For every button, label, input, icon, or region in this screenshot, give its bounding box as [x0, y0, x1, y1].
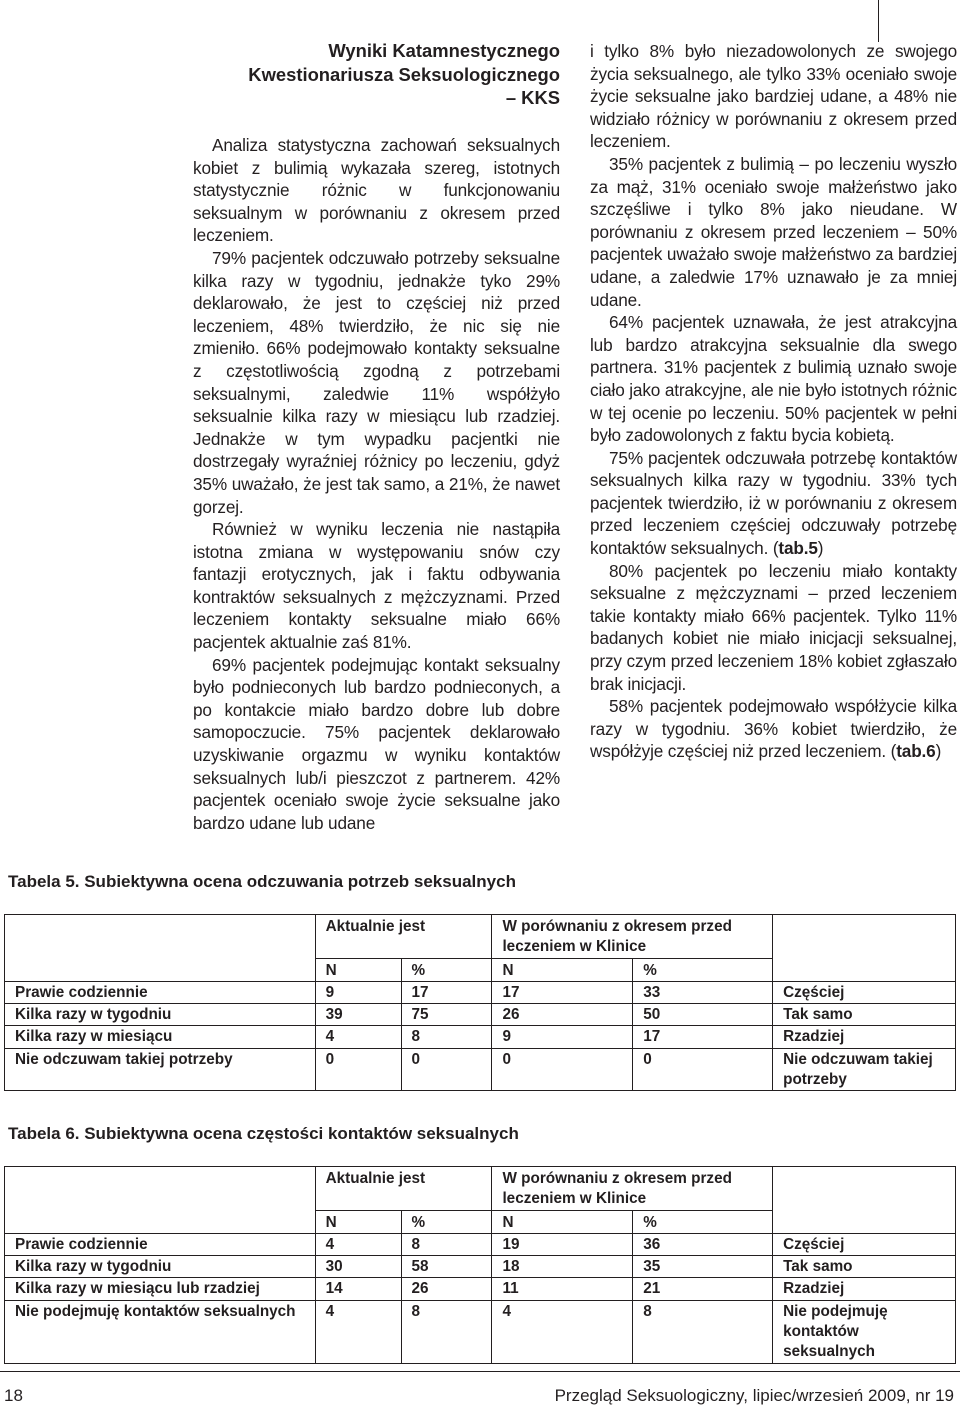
header-rule [878, 0, 879, 42]
left-text-column [193, 134, 560, 834]
table-cell: 17 [492, 981, 633, 1003]
table-subheader: N [315, 958, 401, 981]
table-header-empty [5, 1167, 316, 1234]
paragraph: 64% pacjentek uznawała, że jest atrakcyjna lub bardzo atrakcyjna seksualnie dla swego partnera. 31% pacjentek z bulimią uznało swoje ciało jako atrakcyjne, ale nie było istotnych różnic w tej ocenie po leczeniu. 50% pacjentek w pełni było zadowolonych z faktu bycia kobietą. [590, 312, 957, 446]
table-row [5, 1256, 956, 1278]
heading-line-3: – KKS [505, 87, 560, 109]
paren-close: ) [935, 741, 942, 762]
table-header-comparison: W porównaniu z okresem przed leczeniem w Klinice [492, 1167, 773, 1211]
table-cell: Rzadziej [773, 1026, 956, 1048]
table-cell: 21 [633, 1278, 773, 1300]
table-6-caption: Tabela 6. Subiektywna ocena częstości kontaktów seksualnych [8, 1124, 519, 1143]
paragraph: 35% pacjentek z bulimią – po leczeniu wyszło za mąż, 31% oceniało swoje małżeństwo jako szczęśliwe i tylko 8% jako nieudane. W porównaniu z okresem przed leczeniem – 50% pacjentek uważało swoje małżeństwo za bardziej udane, a zaledwie 17% uznawało je za mniej udane. [590, 153, 957, 310]
table-cell: 4 [315, 1300, 401, 1363]
table-cell: 8 [401, 1300, 492, 1363]
table-cell: 75 [401, 1004, 492, 1026]
table-row [5, 1300, 956, 1363]
table-cell: Kilka razy w tygodniu [5, 1004, 316, 1026]
table-subheader: % [401, 1210, 492, 1233]
section-heading [193, 39, 560, 110]
table-header-empty [5, 915, 316, 982]
table-cell: Prawie codziennie [5, 1233, 316, 1255]
table-reference-link[interactable]: tab.5 [778, 538, 818, 559]
heading-line-1: Wyniki Katamnestycznego [328, 40, 560, 61]
table-cell: 4 [492, 1300, 633, 1363]
table-row [5, 981, 956, 1003]
table-subheader: % [633, 958, 773, 981]
table-cell: Kilka razy w miesiącu [5, 1026, 316, 1048]
table-cell: 9 [492, 1026, 633, 1048]
table-header-current: Aktualnie jest [315, 1167, 492, 1211]
table-6 [4, 1166, 956, 1364]
paragraph [590, 447, 957, 560]
table-cell: 33 [633, 981, 773, 1003]
paragraph: 69% pacjentek podejmując kontakt seksualny było podnieconych lub bardzo podnieconych, a po kontakcie miało bardzo dobre lub dobre samopoczucie. 75% pacjentek deklarowało uzyskiwanie orgazmu w wyniku kontaktów seksualnych lub/i pieszczot z partnerem. 42% pacjentek oceniało swoje życie seksualne jako bardzo udane lub udane [193, 654, 560, 833]
table-cell: 8 [633, 1300, 773, 1363]
table-header-empty [773, 915, 956, 982]
table-subheader: N [492, 1210, 633, 1233]
table-cell: 17 [401, 981, 492, 1003]
table-cell: 0 [492, 1048, 633, 1091]
table-cell: Nie odczuwam takiej potrzeby [5, 1048, 316, 1091]
paragraph: i tylko 8% było niezadowolonych ze swojego życia seksualnego, ale tylko 33% oceniało swoje życie seksualne jako bardziej udane, a 48% nie widziało różnicy w porównaniu z okresem przed leczeniem. [590, 41, 957, 152]
table-cell: 17 [633, 1026, 773, 1048]
table-cell: Tak samo [773, 1004, 956, 1026]
table-row [5, 1004, 956, 1026]
table-cell: 18 [492, 1256, 633, 1278]
paragraph [590, 695, 957, 763]
table-cell: 0 [315, 1048, 401, 1091]
table-header-current: Aktualnie jest [315, 915, 492, 959]
table-5 [4, 914, 956, 1091]
table-cell: Kilka razy w tygodniu [5, 1256, 316, 1278]
table-cell: 35 [633, 1256, 773, 1278]
paragraph: 79% pacjentek odczuwało potrzeby seksualne kilka razy w tygodniu, jednakże tyko 29% deklarowało, że jest to częściej niż przed leczeniem, 48% twierdziło, że nic się nie zmieniło. 66% podejmowało kontakty seksualne z częstotliwością zgodną z potrzebami seksualnymi, zaledwie 11% współżyło seksualnie kilka razy w miesiącu lub rzadziej. Jednakże w tym wypadku pacjentki nie dostrzegały wyraźniej różnicy po leczeniu, gdyż 35% uważało, że jest tak samo, a 21%, że nawet gorzej. [193, 247, 560, 517]
journal-citation: Przegląd Seksuologiczny, lipiec/wrzesień 2009, nr 19 [554, 1386, 954, 1405]
table-cell: 26 [492, 1004, 633, 1026]
table-subheader: % [633, 1210, 773, 1233]
table-row [5, 1048, 956, 1091]
table-reference-link[interactable]: tab.6 [896, 741, 936, 762]
table-cell: Nie podejmuję kontaktów seksualnych [773, 1300, 956, 1363]
table-cell: Nie podejmuję kontaktów seksualnych [5, 1300, 316, 1363]
table-cell: 58 [401, 1256, 492, 1278]
paragraph: Również w wyniku leczenia nie nastąpiła istotna zmiana w występowaniu snów czy fantazji erotycznych, jak i faktu odbywania kontraktów seksualnych z mężczyznami. Przed leczeniem kontakty seksualne miało 66% pacjentek aktualnie zaś 81%. [193, 519, 560, 653]
table-cell: Częściej [773, 1233, 956, 1255]
table-cell: 36 [633, 1233, 773, 1255]
table-cell: 30 [315, 1256, 401, 1278]
paragraph: 80% pacjentek po leczeniu miało kontakty seksualne z mężczyznami – przed leczeniem takie kontakty miało 66% pacjentek. Tylko 11% badanych kobiet nie miało inicjacji seksualnej, przy czym przed leczeniem 18% kobiet zgłaszało brak inicjacji. [590, 560, 957, 694]
table-cell: 50 [633, 1004, 773, 1026]
table-cell: Częściej [773, 981, 956, 1003]
table-cell: Prawie codziennie [5, 981, 316, 1003]
table-cell: 11 [492, 1278, 633, 1300]
paragraph-text: 58% pacjentek podejmowało współżycie kilka razy w tygodniu. 36% kobiet twierdziło, że współżyje częściej niż przed leczeniem. ( [590, 696, 957, 762]
table-cell: 9 [315, 981, 401, 1003]
table-cell: Tak samo [773, 1256, 956, 1278]
table-cell: Kilka razy w miesiącu lub rzadziej [5, 1278, 316, 1300]
paragraph: Analiza statystyczna zachowań seksualnych kobiet z bulimią wykazała szereg, istotnych statystycznie różnic w funkcjonowaniu seksualnym w porównaniu z okresem przed leczeniem. [193, 135, 560, 246]
table-cell: 8 [401, 1026, 492, 1048]
table-row [5, 1278, 956, 1300]
paragraph-text: 75% pacjentek odczuwała potrzebę kontaktów seksualnych kilka razy w tygodniu. 33% tych pacjentek twierdziło, iż w porównaniu z okresem przed leczeniem częściej odczuwały potrzebę kontaktów seksualnych. ( [590, 447, 957, 559]
table-subheader: % [401, 958, 492, 981]
heading-line-2: Kwestionariusza Seksuologicznego [248, 63, 560, 85]
paren-close: ) [817, 538, 824, 559]
table-cell: 26 [401, 1278, 492, 1300]
footer-rule [0, 1371, 960, 1372]
table-cell: Nie odczuwam takiej potrzeby [773, 1048, 956, 1091]
table-cell: 0 [633, 1048, 773, 1091]
table-cell: 4 [315, 1026, 401, 1048]
table-cell: 0 [401, 1048, 492, 1091]
right-text-column [590, 40, 957, 763]
table-cell: 14 [315, 1278, 401, 1300]
page-number: 18 [4, 1386, 23, 1405]
table-cell: 19 [492, 1233, 633, 1255]
table-5-caption: Tabela 5. Subiektywna ocena odczuwania potrzeb seksualnych [8, 872, 516, 891]
table-header-comparison: W porównaniu z okresem przed leczeniem w Klinice [492, 915, 773, 959]
table-subheader: N [315, 1210, 401, 1233]
table-cell: 8 [401, 1233, 492, 1255]
table-row [5, 1233, 956, 1255]
table-header-empty [773, 1167, 956, 1234]
table-cell: 4 [315, 1233, 401, 1255]
table-cell: Rzadziej [773, 1278, 956, 1300]
table-row [5, 1026, 956, 1048]
table-cell: 39 [315, 1004, 401, 1026]
table-subheader: N [492, 958, 633, 981]
